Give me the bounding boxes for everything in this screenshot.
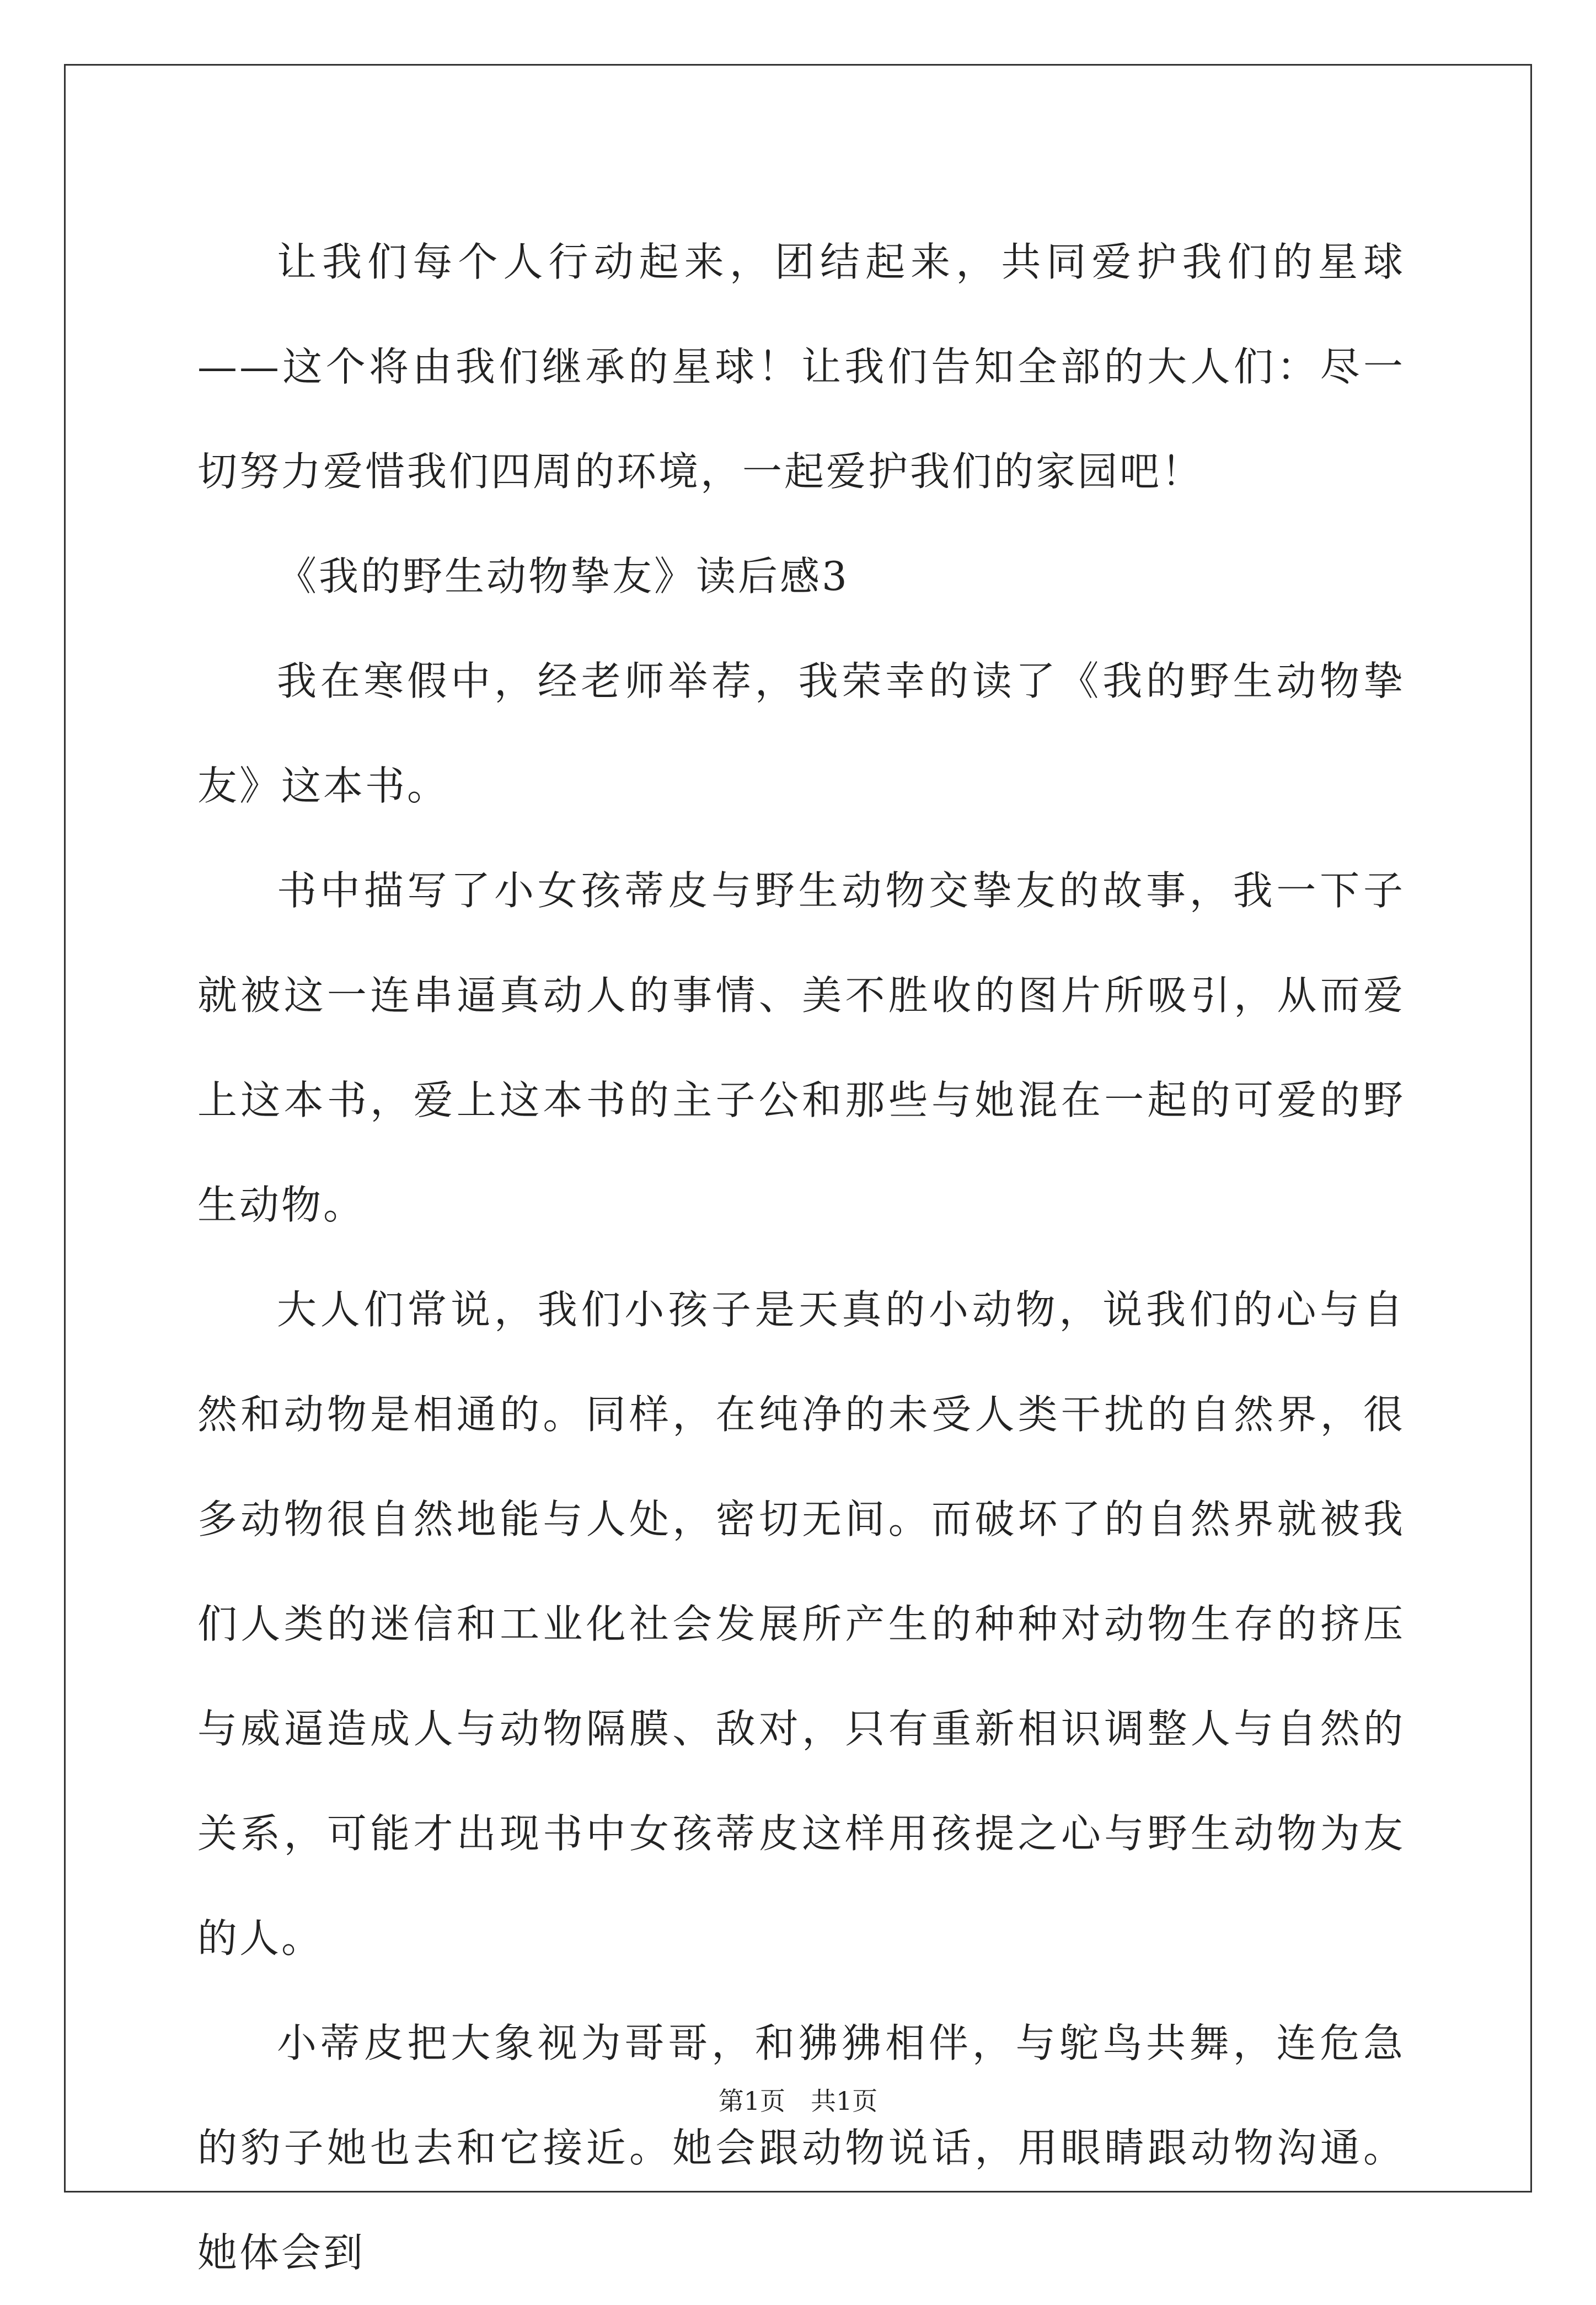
document-body [197,210,1405,2305]
section-heading: 《我的野生动物挚友》读后感3 [277,553,849,599]
paragraph-3: 书中描写了小女孩蒂皮与野生动物交挚友的故事，我一下子就被这一连串逼真动人的事情、美不胜收的图片所吸引，从而爱上这本书，爱上这本书的主子公和那些与她混在一起的可爱的野生动物。 [197,867,1405,1228]
paragraph-1: 让我们每个人行动起来，团结起来，共同爱护我们的星球——这个将由我们继承的星球！让我们告知全部的大人们：尽一切努力爱惜我们四周的环境，一起爱护我们的家园吧！ [197,239,1405,495]
page-footer: 第1页 共1页 [718,2086,878,2116]
paragraph-4: 大人们常说，我们小孩子是天真的小动物，说我们的心与自然和动物是相通的。同样，在纯净的未受人类干扰的自然界，很多动物很自然地能与人处，密切无间。而破坏了的自然界就被我们人类的迷信和工业化社会发展所产生的种种对动物生存的挤压与威逼造成人与动物隔膜、敌对，只有重新相识调整人与自然的关系，可能才出现书中女孩蒂皮这样用孩提之心与野生动物为友的人。 [197,1286,1405,1961]
paragraph-2: 我在寒假中，经老师举荐，我荣幸的读了《我的野生动物挚友》这本书。 [197,658,1405,809]
paragraph-5: 小蒂皮把大象视为哥哥，和狒狒相伴，与鸵鸟共舞，连危急的豹子她也去和它接近。她会跟动物说话，用眼睛跟动物沟通。她体会到 [197,2020,1405,2276]
